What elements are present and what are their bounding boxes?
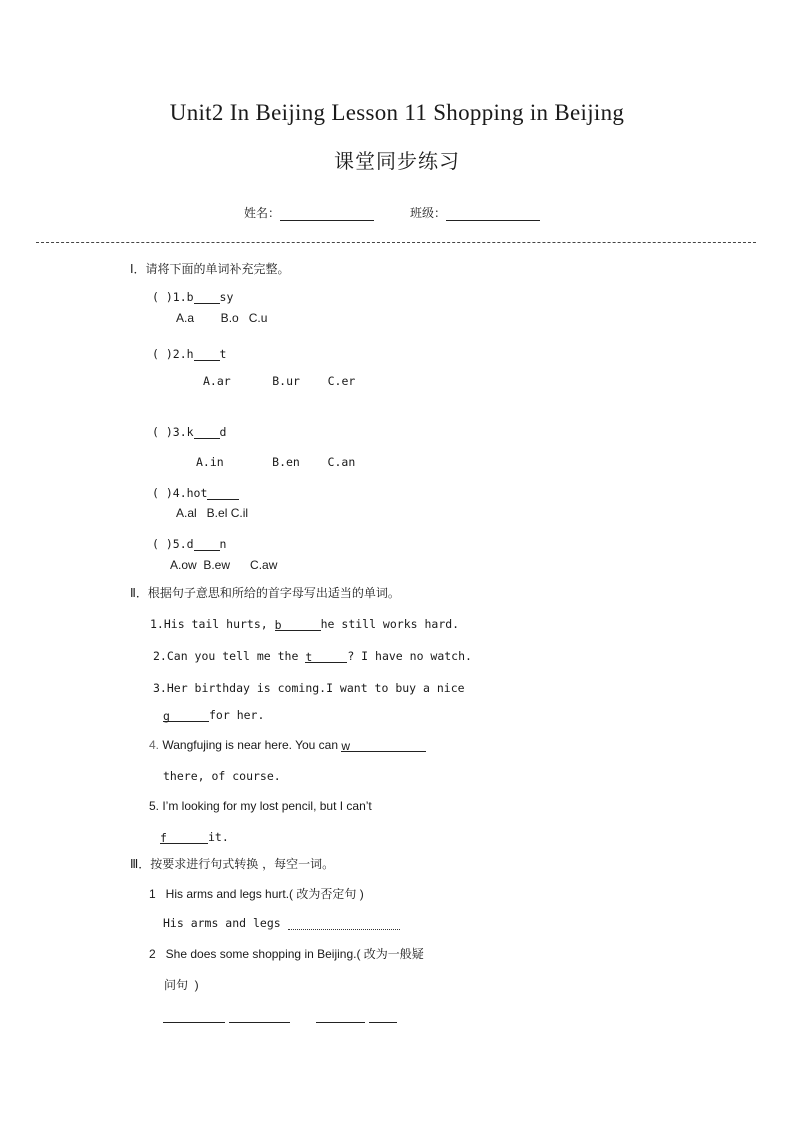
s1-question-5: ( )5.d n	[152, 537, 227, 551]
s1-options-4: A.al B.el C.il	[176, 506, 249, 520]
answer-blank-1[interactable]	[163, 1009, 225, 1023]
s3-question-2-line1: 2 She does some shopping in Beijing.( 改为一般疑	[149, 947, 424, 961]
s1-question-2: ( )2.h t	[152, 347, 227, 361]
s1-options-5: A.ow B.ew C.aw	[170, 558, 278, 572]
answer-blank-3[interactable]	[316, 1009, 365, 1023]
s2-question-3-line1: 3.Her birthday is coming.I want to buy a nice	[153, 681, 465, 695]
answer-blank[interactable]	[194, 426, 220, 439]
s2-question-1: 1.His tail hurts, b he still works hard.	[150, 617, 460, 632]
answer-blank-2[interactable]	[229, 1009, 290, 1023]
class-field	[410, 204, 540, 221]
section3-heading: Ⅲ．按要求进行句式转换 ，每空一词。	[130, 857, 335, 871]
class-label: 班级：	[410, 206, 447, 220]
s1-options-3: A.in B.en C.an	[196, 455, 356, 469]
class-blank[interactable]	[446, 207, 540, 221]
answer-blank[interactable]	[194, 538, 220, 551]
s2-question-3-line2: g for her.	[163, 708, 265, 723]
divider	[36, 242, 756, 243]
s3-question-1-line1: 1 His arms and legs hurt.( 改为否定句 )	[149, 887, 364, 901]
name-field	[244, 204, 374, 221]
answer-blank[interactable]: f	[160, 831, 208, 844]
s1-options-1: A.a B.o C.u	[176, 311, 268, 325]
answer-blank[interactable]	[207, 487, 239, 500]
answer-blank[interactable]	[194, 348, 220, 361]
s2-question-5-line2: f it.	[160, 830, 229, 845]
page-title: Unit2 In Beijing Lesson 11 Shopping in Beijing	[169, 100, 625, 125]
answer-blank[interactable]: w	[341, 739, 426, 752]
name-label: 姓名：	[244, 206, 281, 220]
s3-question-1-line2: His arms and legs	[163, 916, 400, 930]
s2-question-4-line1: 4. Wangfujing is near here. You can w	[149, 738, 426, 752]
s3-question-2-line2: 问句 )	[164, 978, 199, 992]
section1-heading: Ⅰ．请将下面的单词补充完整。	[130, 262, 290, 276]
answer-blank[interactable]: g	[163, 709, 209, 722]
s1-question-1: ( )1.b sy	[152, 290, 234, 304]
s2-question-4-line2: there, of course.	[163, 769, 281, 783]
s1-question-3: ( )3.k d	[152, 425, 227, 439]
answer-blank-4[interactable]	[369, 1009, 397, 1023]
s1-options-2: A.ar B.ur C.er	[203, 374, 356, 388]
s1-question-4: ( )4.hot	[152, 486, 239, 500]
s2-question-5-line1: 5. I’m looking for my lost pencil, but I can’t	[149, 799, 372, 813]
section2-heading: Ⅱ．根据句子意思和所给的首字母写出适当的单词。	[130, 586, 400, 600]
name-blank[interactable]	[280, 207, 374, 221]
answer-blank[interactable]	[194, 291, 220, 304]
page-subtitle: 课堂同步练习	[334, 149, 460, 173]
s2-question-2: 2.Can you tell me the t ? I have no watch.	[153, 649, 472, 664]
answer-blank[interactable]: b	[275, 618, 321, 631]
answer-blank[interactable]: t	[305, 650, 347, 663]
answer-blank[interactable]	[288, 918, 400, 930]
